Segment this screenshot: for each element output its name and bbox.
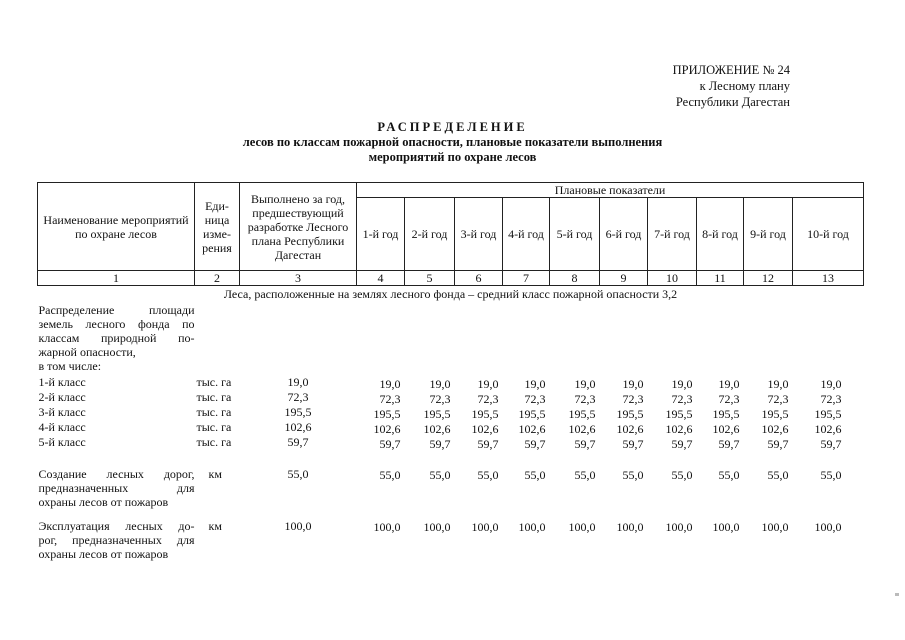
class-row (38, 376, 864, 391)
class-row (38, 391, 864, 406)
plan-value: 195,5 (616, 407, 644, 421)
header-year: 6-й год (600, 198, 648, 271)
col-number: 10 (648, 271, 697, 286)
plan-value: 55,0 (671, 468, 693, 482)
plan-value: 19,0 (671, 377, 693, 391)
plan-value: 100,0 (568, 520, 596, 534)
label-line: земель лесного фонда по (38, 317, 195, 331)
plan-value: 195,5 (471, 407, 499, 421)
label-line: в том числе: (38, 359, 102, 373)
header-year: 4-й год (503, 198, 550, 271)
plan-value: 72,3 (429, 392, 451, 406)
plan-value: 195,5 (373, 407, 401, 421)
scan-speck (895, 593, 899, 596)
col-number: 8 (550, 271, 600, 286)
fire-danger-table (37, 182, 864, 561)
header-year: 10-й год (793, 198, 864, 271)
col-number: 6 (455, 271, 503, 286)
plan-value: 195,5 (665, 407, 693, 421)
plan-value: 72,3 (820, 392, 842, 406)
plan-value: 72,3 (718, 392, 740, 406)
col-number: 1 (38, 271, 195, 286)
plan-value: 59,7 (429, 437, 451, 451)
plan-value: 55,0 (622, 468, 644, 482)
done-value: 100,0 (284, 519, 312, 533)
done-value: 102,6 (284, 420, 312, 434)
header-year: 8-й год (697, 198, 744, 271)
plan-value: 102,6 (814, 422, 842, 436)
plan-value: 72,3 (767, 392, 789, 406)
header-unit: Еди-ница изме-рения (195, 183, 240, 271)
plan-value: 59,7 (379, 437, 401, 451)
header-year: 7-й год (648, 198, 697, 271)
plan-value: 102,6 (616, 422, 644, 436)
plan-value: 55,0 (718, 468, 740, 482)
section-title: Леса, расположенные на землях лесного фонда – средний класс пожарной опасности 3,2 (223, 287, 678, 301)
plan-value: 72,3 (622, 392, 644, 406)
unit-cell: км (208, 519, 222, 533)
label-line: охраны лесов от пожаров (38, 495, 169, 509)
header-year: 5-й год (550, 198, 600, 271)
appendix-number: ПРИЛОЖЕНИЕ № 24 (672, 63, 790, 77)
col-number: 2 (195, 271, 240, 286)
plan-value: 195,5 (761, 407, 789, 421)
unit-cell: тыс. га (196, 435, 232, 449)
plan-value: 55,0 (429, 468, 451, 482)
class-name: 3-й класс (38, 405, 86, 419)
appendix-note (673, 62, 790, 110)
plan-value: 59,7 (671, 437, 693, 451)
appendix-region: Республики Дагестан (675, 95, 790, 109)
plan-value: 100,0 (471, 520, 499, 534)
roads-use-row (38, 519, 864, 561)
plan-value: 102,6 (423, 422, 451, 436)
plan-value: 102,6 (665, 422, 693, 436)
plan-value: 55,0 (574, 468, 596, 482)
plan-value: 72,3 (574, 392, 596, 406)
plan-value: 72,3 (379, 392, 401, 406)
plan-value: 100,0 (373, 520, 401, 534)
col-number: 7 (503, 271, 550, 286)
plan-value: 100,0 (665, 520, 693, 534)
done-value: 72,3 (287, 390, 309, 404)
class-name: 4-й класс (38, 420, 86, 434)
plan-value: 19,0 (429, 377, 451, 391)
label-line: рог, предназначенных для (38, 533, 195, 547)
column-numbers-row (38, 271, 864, 286)
label-line: классам природной по- (38, 331, 195, 345)
header-name: Наименование мероприятий по охране лесов (38, 183, 195, 271)
plan-value: 55,0 (767, 468, 789, 482)
plan-value: 55,0 (820, 468, 842, 482)
header-year: 1-й год (357, 198, 405, 271)
unit-cell: км (208, 467, 222, 481)
distribution-label (38, 303, 195, 376)
distribution-heading-row (38, 303, 864, 376)
plan-value: 59,7 (820, 437, 842, 451)
class-row (38, 406, 864, 421)
label-line: Эксплуатация лесных до- (38, 519, 195, 533)
col-number: 5 (405, 271, 455, 286)
plan-value: 100,0 (814, 520, 842, 534)
plan-value: 195,5 (518, 407, 546, 421)
col-number: 3 (240, 271, 357, 286)
plan-value: 102,6 (568, 422, 596, 436)
plan-value: 59,7 (718, 437, 740, 451)
plan-value: 19,0 (379, 377, 401, 391)
label-line: Создание лесных дорог, (38, 467, 195, 481)
done-value: 195,5 (284, 405, 312, 419)
plan-value: 72,3 (524, 392, 546, 406)
plan-value: 59,7 (622, 437, 644, 451)
plan-value: 100,0 (423, 520, 451, 534)
done-value: 59,7 (287, 435, 309, 449)
unit-cell: тыс. га (196, 390, 232, 404)
appendix-doc: к Лесному плану (699, 79, 790, 93)
plan-value: 55,0 (379, 468, 401, 482)
unit-cell: тыс. га (196, 420, 232, 434)
roads-create-row (38, 451, 864, 519)
done-value: 19,0 (287, 375, 309, 389)
header-year: 9-й год (744, 198, 793, 271)
plan-value: 102,6 (518, 422, 546, 436)
plan-value: 100,0 (616, 520, 644, 534)
plan-value: 59,7 (524, 437, 546, 451)
section-row (38, 286, 864, 304)
class-name: 1-й класс (38, 375, 86, 389)
plan-value: 19,0 (574, 377, 596, 391)
plan-value: 195,5 (423, 407, 451, 421)
plan-value: 100,0 (712, 520, 740, 534)
unit-cell: тыс. га (196, 405, 232, 419)
plan-value: 59,7 (767, 437, 789, 451)
col-number: 12 (744, 271, 793, 286)
plan-value: 72,3 (477, 392, 499, 406)
class-row (38, 436, 864, 451)
plan-value: 19,0 (767, 377, 789, 391)
plan-value: 59,7 (477, 437, 499, 451)
plan-value: 19,0 (622, 377, 644, 391)
label-line: жарной опасности, (38, 345, 136, 359)
plan-value: 55,0 (524, 468, 546, 482)
class-name: 5-й класс (38, 435, 86, 449)
done-value: 55,0 (287, 467, 309, 481)
label-line: Распределение площади (38, 303, 195, 317)
header-year: 3-й год (455, 198, 503, 271)
plan-value: 72,3 (671, 392, 693, 406)
header-planned: Плановые показатели (357, 183, 864, 198)
plan-value: 102,6 (471, 422, 499, 436)
plan-value: 19,0 (524, 377, 546, 391)
plan-value: 102,6 (761, 422, 789, 436)
header-year: 2-й год (405, 198, 455, 271)
plan-value: 55,0 (477, 468, 499, 482)
label-line: предназначенных для (38, 481, 195, 495)
roads-use-label (38, 519, 195, 561)
col-number: 4 (357, 271, 405, 286)
unit-cell: тыс. га (196, 375, 232, 389)
plan-value: 195,5 (568, 407, 596, 421)
plan-value: 100,0 (761, 520, 789, 534)
plan-value: 102,6 (373, 422, 401, 436)
plan-value: 195,5 (814, 407, 842, 421)
title-sub2: мероприятий по охране лесов (368, 150, 537, 164)
plan-value: 100,0 (518, 520, 546, 534)
header-done: Выполнено за год, предшествующий разработке Лесного плана Республики Дагестан (240, 183, 357, 271)
title-sub1: лесов по классам пожарной опасности, плановые показатели выполнения (242, 135, 663, 149)
plan-value: 59,7 (574, 437, 596, 451)
label-line: охраны лесов от пожаров (38, 547, 169, 561)
plan-value: 102,6 (712, 422, 740, 436)
class-rows (38, 376, 864, 451)
col-number: 11 (697, 271, 744, 286)
col-number: 13 (793, 271, 864, 286)
class-row (38, 421, 864, 436)
plan-value: 19,0 (718, 377, 740, 391)
document-title (0, 120, 905, 165)
plan-value: 195,5 (712, 407, 740, 421)
plan-value: 19,0 (820, 377, 842, 391)
class-name: 2-й класс (38, 390, 86, 404)
plan-value: 19,0 (477, 377, 499, 391)
roads-create-label (38, 451, 195, 519)
col-number: 9 (600, 271, 648, 286)
title-main: РАСПРЕДЕЛЕНИЕ (377, 120, 528, 134)
